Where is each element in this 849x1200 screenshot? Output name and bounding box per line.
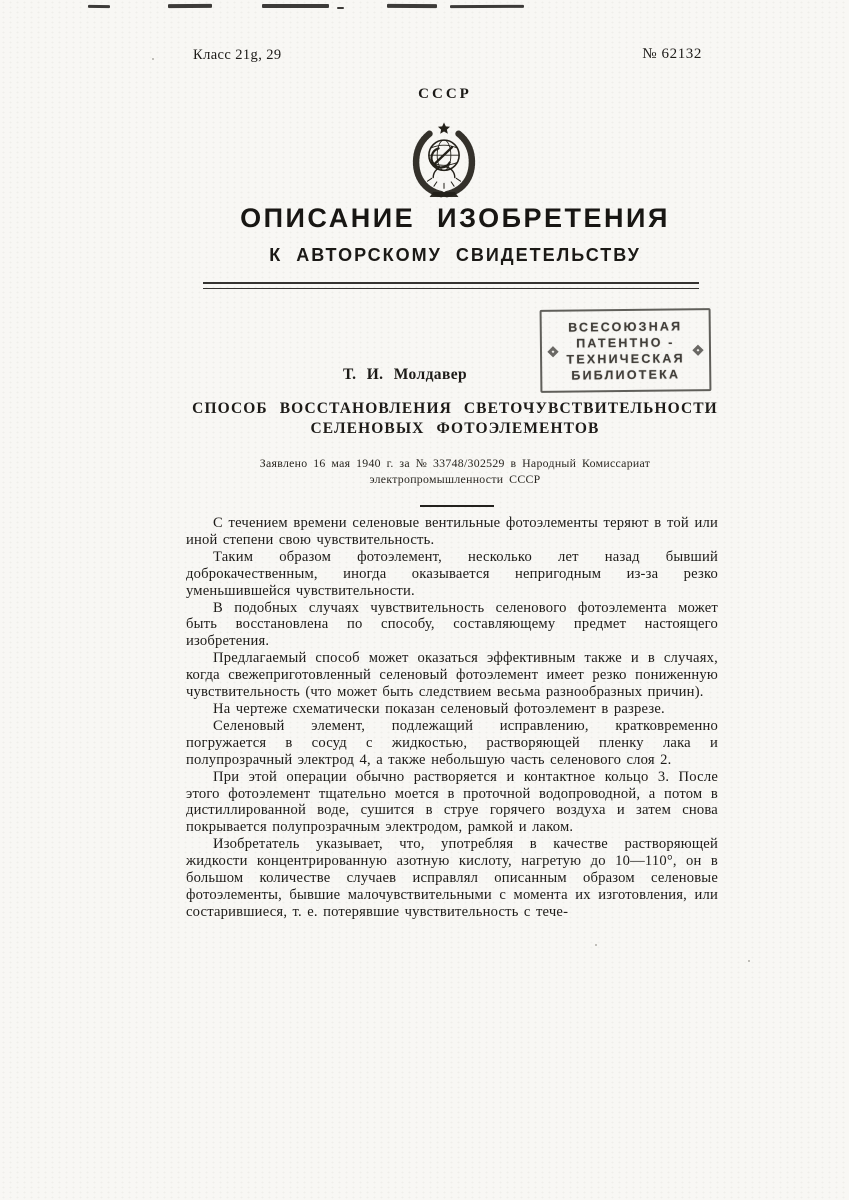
body-paragraph: При этой операции обычно растворяется и контактное кольцо 3. После этого фотоэлемент тщательно моется в проточной водопроводной, а потом в дистиллированной воде, сушится в струе горячего воздуха и затем снова покрывается полупрозрачным электродом, рамкой и лаком.: [186, 768, 718, 836]
scan-speck: [152, 58, 154, 60]
filing-note-line1: Заявлено 16 мая 1940 г. за № 33748/302529 в Народный Комиссариат: [259, 456, 651, 470]
filing-note: [185, 456, 725, 487]
scan-artifact: [88, 5, 110, 8]
scan-artifact: [262, 4, 329, 8]
stamp-line: ТЕХНИЧЕСКАЯ: [566, 350, 685, 367]
stamp-line: БИБЛИОТЕКА: [571, 366, 681, 383]
stamp-line: ПАТЕНТНО -: [576, 334, 675, 351]
double-rule-divider: [203, 282, 699, 289]
stamp-line: ВСЕСОЮЗНАЯ: [568, 318, 683, 335]
body-paragraph: Изобретатель указывает, что, употребляя в качестве растворяющей жидкости концентрированную азотную кислоту, нагретую до 10—110°, он в большом количестве случаев исправлял описанным образом селеновые фотоэлементы, бывшие малочувствительными с момента их изготовления, или состарившиеся, т. е. потерявшие чувствительность с тече-: [186, 836, 718, 920]
invention-title: [185, 399, 725, 438]
scan-artifact: [168, 4, 212, 8]
body-paragraph: Таким образом фотоэлемент, несколько лет назад бывший доброкачественным, иногда оказывается непригодным из-за резко уменьшившейся чувствительности.: [186, 548, 718, 599]
ussr-coat-of-arms-icon: [408, 120, 480, 202]
body-paragraph: Предлагаемый способ может оказаться эффективным также и в случаях, когда свежеприготовленный селеновый фотоэлемент имеет резко пониженную чувствительность (что может быть следствием весьма разнообразных причин).: [186, 650, 718, 701]
document-type-title: ОПИСАНИЕ ИЗОБРЕТЕНИЯ: [240, 203, 670, 233]
scan-artifact: [337, 7, 344, 9]
body-paragraph: С течением времени селеновые вентильные фотоэлементы теряют в той или иной степени свою чувствительность.: [186, 515, 718, 548]
scan-artifact: [387, 4, 437, 8]
body-paragraph: На чертеже схематически показан селеновый фотоэлемент в разрезе.: [213, 700, 665, 717]
invention-title-line2: СЕЛЕНОВЫХ ФОТОЭЛЕМЕНТОВ: [310, 419, 600, 437]
patent-body-text: [186, 515, 718, 921]
patent-class-label: Класс 21g, 29: [193, 47, 282, 63]
filing-note-line2: электропромышленности СССР: [369, 471, 541, 486]
scan-speck: [595, 944, 597, 946]
scan-artifact: [450, 5, 524, 8]
invention-title-line1: СПОСОБ ВОССТАНОВЛЕНИЯ СВЕТОЧУВСТВИТЕЛЬНОСТИ: [192, 400, 718, 417]
body-paragraph: Селеновый элемент, подлежащий исправлению, кратковременно погружается в сосуд с жидкостью, растворяющей пленку лака и полупрозрачный электрод 4, а также небольшую часть селенового слоя 2.: [186, 717, 718, 768]
document-type-subtitle: К АВТОРСКОМУ СВИДЕТЕЛЬСТВУ: [269, 245, 641, 265]
patent-number: № 62132: [642, 46, 702, 62]
short-rule-divider: [420, 505, 494, 507]
author-name: Т. И. Молдавер: [342, 366, 468, 383]
stamp-ornament-diamond-icon: [692, 345, 703, 356]
country-label: СССР: [418, 86, 472, 102]
scan-speck: [748, 960, 750, 962]
stamp-ornament-diamond-icon: [547, 346, 558, 357]
body-paragraph: В подобных случаях чувствительность селенового фотоэлемента может быть восстановлена по способу, составляющему предмет настоящего изобретения.: [186, 599, 718, 650]
